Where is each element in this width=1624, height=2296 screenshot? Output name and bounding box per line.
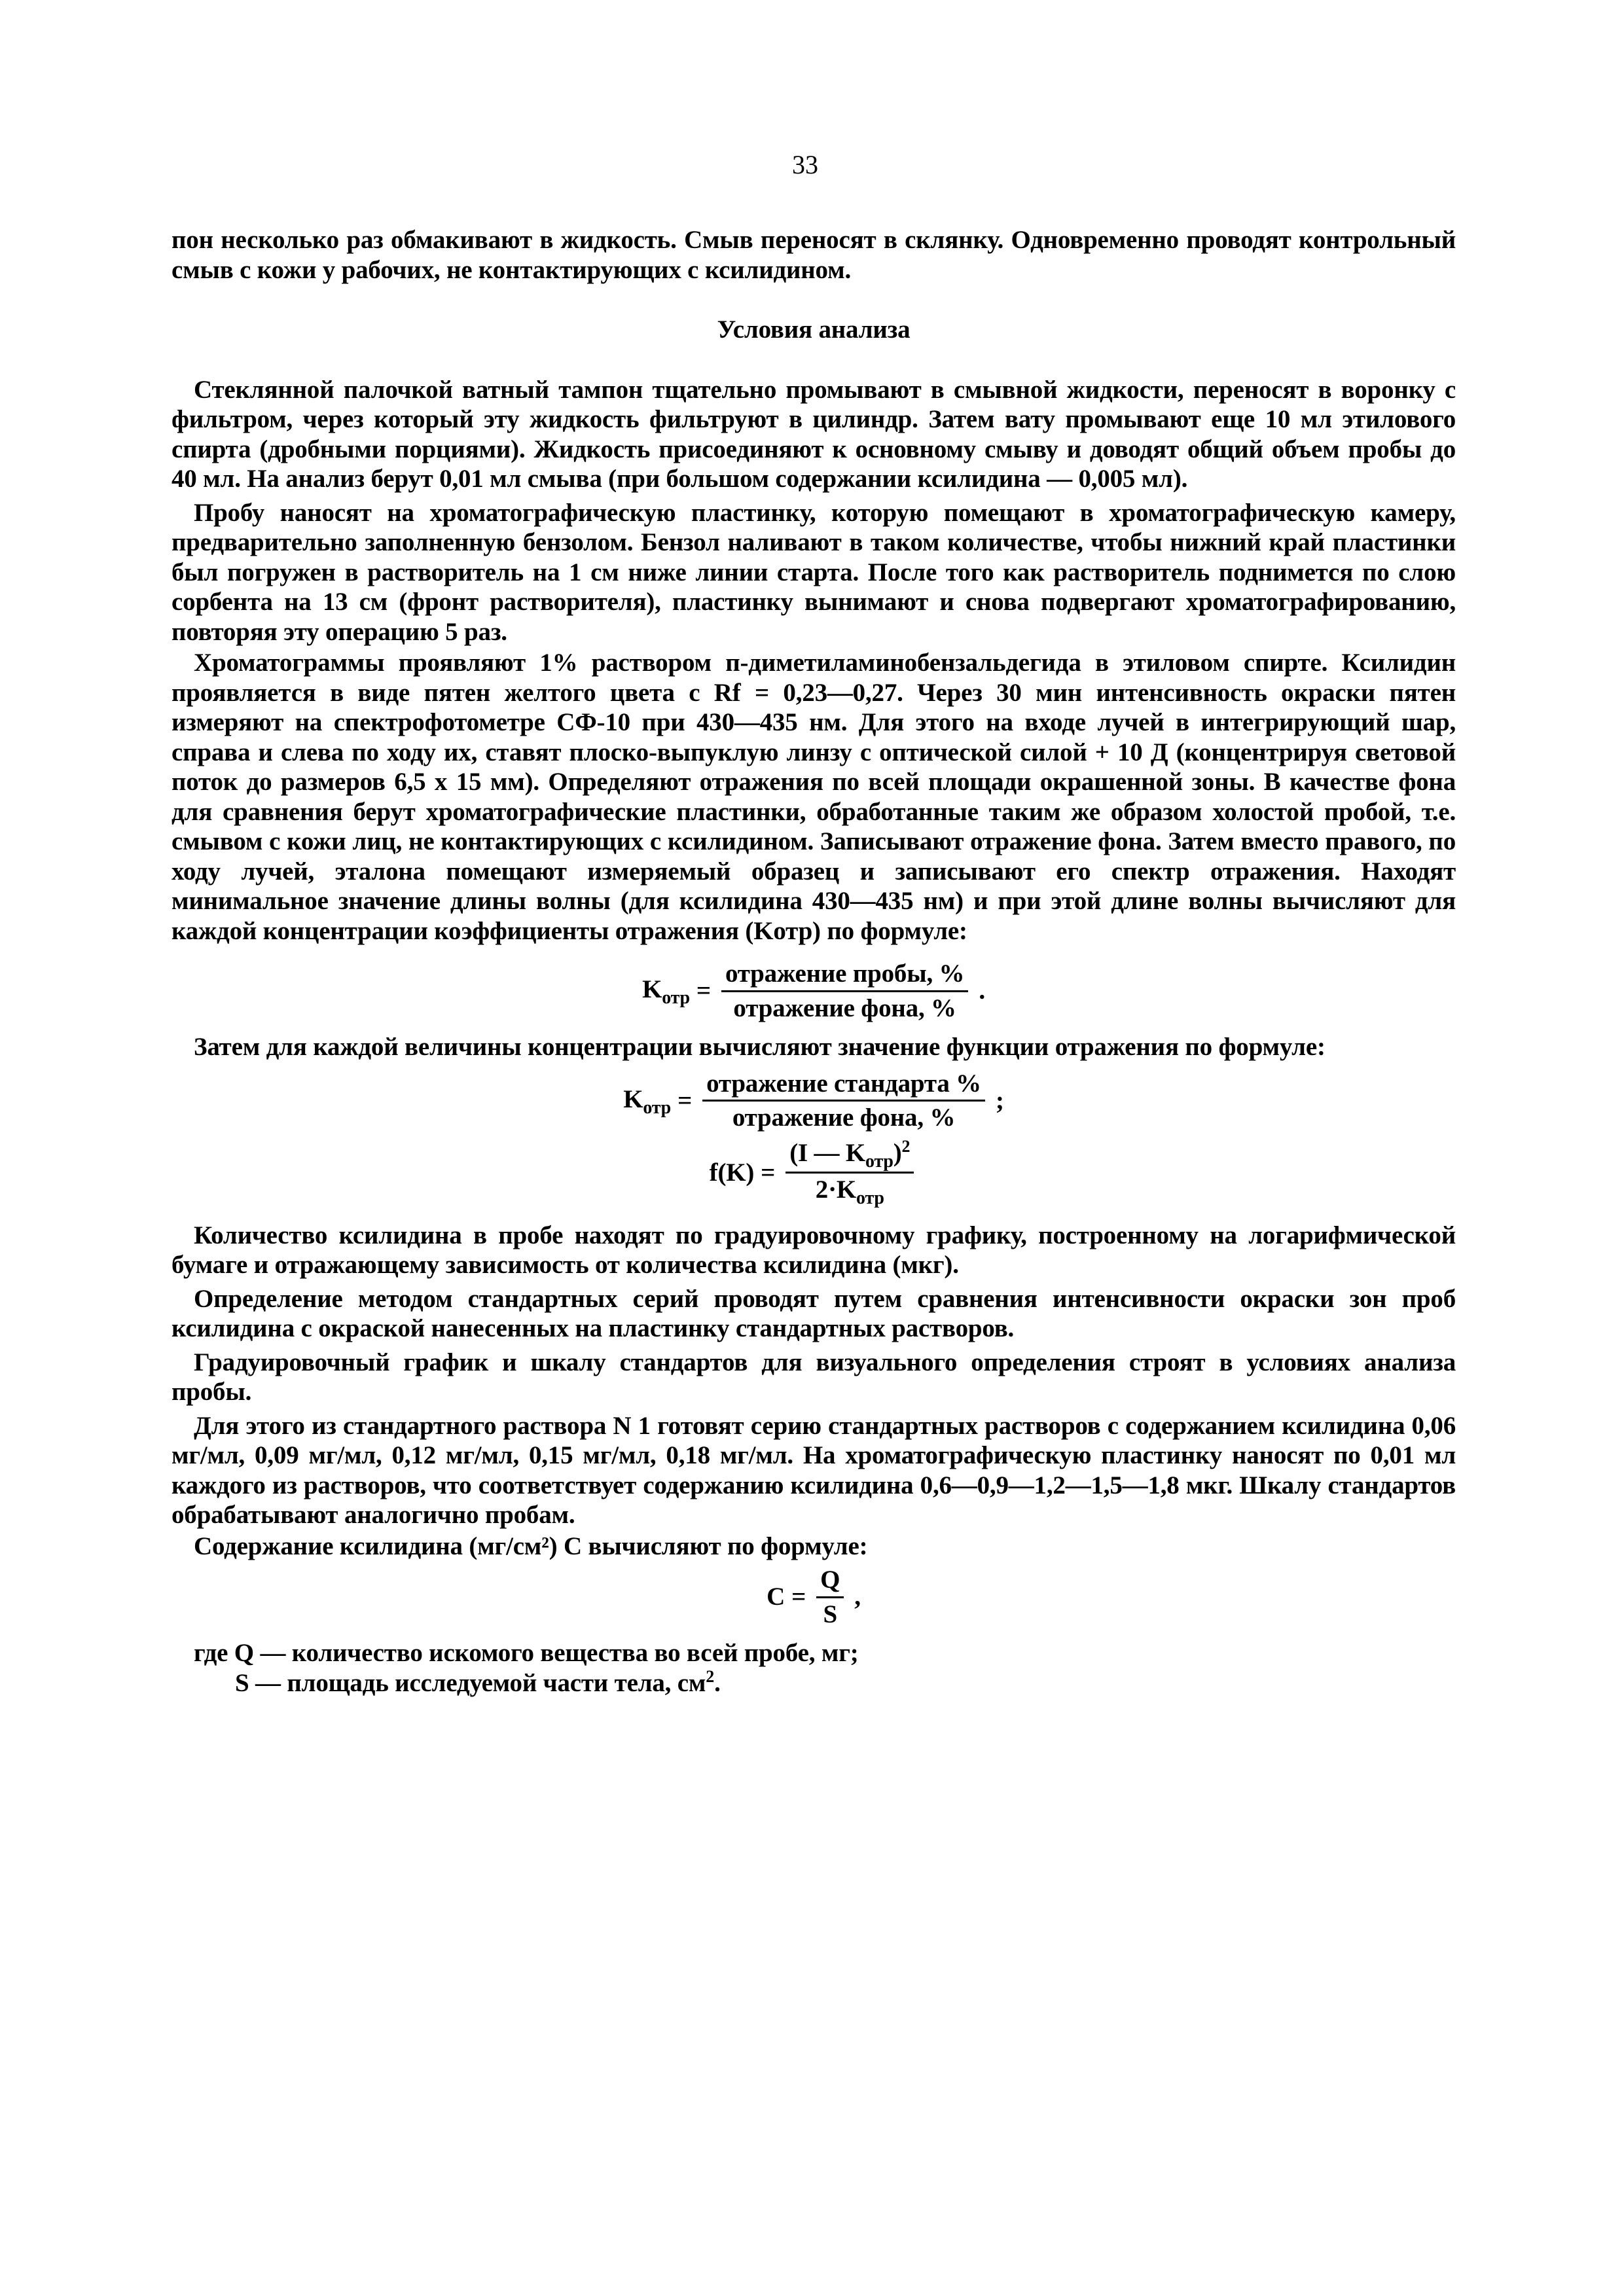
paragraph-calibration-scale: Градуировочный график и шкалу стандартов для визуального определения строят в условиях анализа пробы. [171,1348,1456,1406]
formula-fraction [816,1565,844,1629]
formula-denominator: отражение фона, % [733,994,956,1022]
formula-equals: = [761,1158,776,1187]
paragraph-standard-series: Определение методом стандартных серий проводят путем сравнения интенсивности окраски зон проб ксилидина с окраской нанесенных на пластинку стандартных растворов. [171,1284,1456,1342]
formula-numerator: отражение стандарта % [702,1069,985,1102]
formula-standard-reflection [171,1069,1456,1133]
formula-fraction [721,959,968,1023]
paragraph-continuation: пон несколько раз обмакивают в жидкость. Смыв переносят в склянку. Одновременно проводят контрольный смыв с кожи у рабочих, не контактирующих с ксилидином. [171,226,1456,284]
paragraph-sample-preparation: Стеклянной палочкой ватный тампон тщательно промывают в смывной жидкости, переносят в воронку с фильтром, через который эту жидкость фильтруют в цилиндр. Затем вату промывают еще 10 мл этилового спирта (дробными порциями). Жидкость присоединяют к основному смыву и доводят общий объем пробы до 40 мл. На анализ берут 0,01 мл смыва (при большом содержании ксилидина — 0,005 мл). [171,375,1456,493]
legend-s: S — площадь исследуемой части тела, $см^2$. [235,1666,721,1697]
paragraph-function-intro: Затем для каждой величины концентрации вычисляют значение функции отражения по формуле: [194,1033,1326,1061]
formula-lhs: f(K) [709,1158,755,1187]
legend-q: где Q — количество искомого вещества во всей пробе, мг; [194,1639,859,1667]
formula-numerator: отражение пробы, % [721,959,968,992]
formula-denominator: S [823,1600,837,1628]
formula-punctuation: . [979,977,985,1005]
formula-reflection-coefficient [171,959,1456,1023]
formula-equals: = [696,977,711,1005]
formula-lhs: C [767,1583,785,1611]
paragraph-chromatography: Пробу наносят на хроматографическую пластинку, которую помещают в хроматографическую камеру, предварительно заполненную бензолом. Бензол наливают в таком количестве, чтобы нижний край пластинки был погружен в растворитель на 1 см ниже линии старта. После того как растворитель поднимется по слою сорбента на 13 см (фронт растворителя), пластинку вынимают и снова подвергают хроматографированию, повторяя эту операцию 5 раз. [171,498,1456,646]
paragraph-standard-solutions: Для этого из стандартного раствора N 1 готовят серию стандартных растворов с содержанием ксилидина 0,06 мг/мл, 0,09 мг/мл, 0,12 мг/мл, 0,15 мг/мл, 0,18 мг/мл. На хроматографическую пластинку наносят по 0,01 мл каждого из растворов, что соответствует содержанию ксилидина 0,6—0,9—1,2—1,5—1,8 мкг. Шкалу стандартов обрабатывают аналогично пробам. [171,1411,1456,1529]
formula-numerator: Q [816,1565,844,1598]
paragraph-content-formula-intro: Содержание ксилидина (мг/см²) С вычисляют по формуле: [194,1532,868,1560]
formula-punctuation: ; [995,1086,1004,1115]
formula-legend [171,1638,1456,1700]
formula-lhs: $K_{отр}$ [623,1085,672,1118]
formula-numerator: (I — $K_{отр})^2$ [785,1138,914,1174]
page-number: 33 [792,150,818,179]
page-content [171,0,1456,1700]
formula-punctuation: , [854,1583,861,1611]
formula-equals: = [677,1086,693,1115]
formula-reflection-function [171,1138,1456,1208]
paragraph-development: Хроматограммы проявляют 1% раствором п-диметиламинобензальдегида в этиловом спирте. Ксилидин проявляется в виде пятен желтого цвета с Rf = 0,23—0,27. Через 30 мин интенсивность окраски пятен измеряют на спектрофотометре СФ-10 при 430—435 нм. Для этого на входе лучей в интегрирующий шар, справа и слева по ходу их, ставят плоско-выпуклую линзу с оптической силой + 10 Д (концентрируя световой поток до размеров 6,5 x 15 мм). Определяют отражения по всей площади окрашенной зоны. В качестве фона для сравнения берут хроматографические пластинки, обработанные таким же образом холостой пробой, т.е. смывом с кожи лиц, не контактирующих с ксилидином. Записывают отражение фона. Затем вместо правого, по ходу лучей, эталона помещают измеряемый образец и записывают его спектр отражения. Находят минимальное значение длины волны (для ксилидина 430—435 нм) и при этой длине волны вычисляют для каждой концентрации коэффициенты отражения (Kотр) по формуле: [171,649,1456,945]
formula-lhs: $K_{отр}$ [642,975,690,1009]
section-heading: Условия анализа [717,315,911,344]
formula-concentration [171,1565,1456,1629]
formula-fraction [785,1138,914,1208]
formula-denominator: $2\cdot K_{отр}$ [815,1175,884,1208]
formula-fraction [702,1069,985,1133]
paragraph-calibration: Количество ксилидина в пробе находят по градуировочному графику, построенному на логарифмической бумаге и отражающему зависимость от количества ксилидина (мкг). [171,1221,1456,1279]
formula-equals: = [791,1583,806,1611]
formula-denominator: отражение фона, % [732,1103,956,1132]
